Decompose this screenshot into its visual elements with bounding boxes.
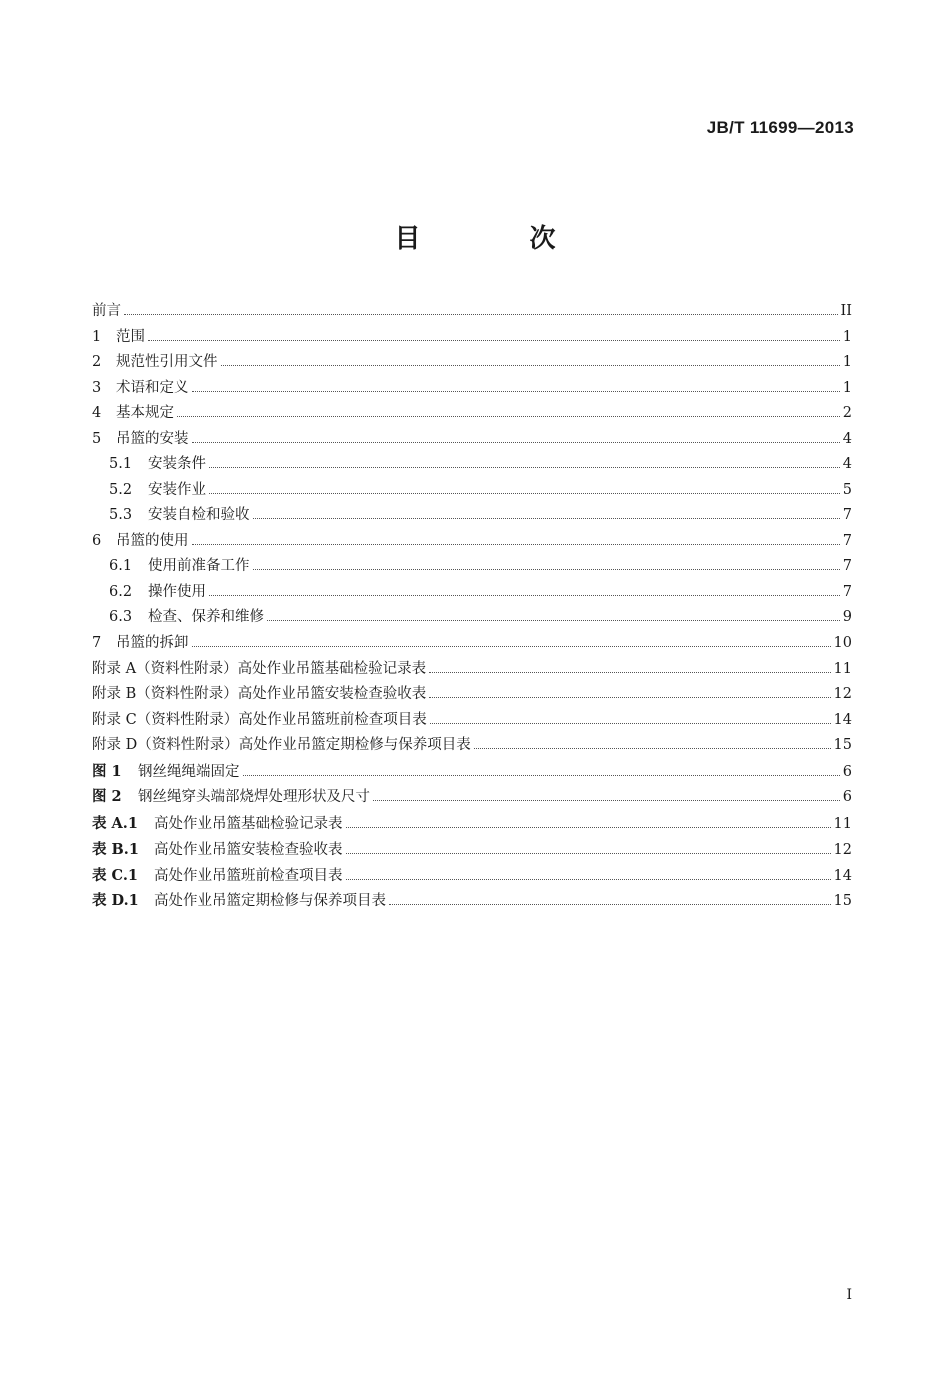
toc-leader-dots: [192, 391, 840, 392]
toc-entry-label: 附录 C（资料性附录）高处作业吊篮班前检查项目表: [92, 712, 427, 728]
toc-entry-page: 7: [842, 584, 852, 600]
toc-entry-page: 12: [833, 842, 852, 858]
toc-leader-dots: [221, 365, 840, 366]
toc-entry[interactable]: [92, 709, 852, 731]
toc-leader-dots: [267, 620, 840, 621]
toc-entry-number: 6: [92, 533, 102, 549]
toc-entry-label: 术语和定义: [116, 380, 189, 396]
toc-leader-dots: [429, 672, 830, 673]
toc-entry[interactable]: [92, 683, 852, 705]
toc-entry-label: 附录 B（资料性附录）高处作业吊篮安装检查验收表: [92, 686, 427, 702]
toc-entry-number: 4: [92, 405, 102, 421]
toc-entry-label: 基本规定: [116, 405, 174, 421]
toc-leader-dots: [192, 442, 840, 443]
toc-leader-dots: [346, 827, 831, 828]
toc-entry-page: 9: [842, 609, 852, 625]
toc-entry-label: 钢丝绳穿头端部烧焊处理形状及尺寸: [138, 789, 370, 805]
toc-entry-label: 高处作业吊篮班前检查项目表: [154, 868, 343, 884]
toc-entry[interactable]: [92, 351, 852, 373]
toc-entry[interactable]: [92, 865, 852, 887]
toc-leader-dots: [253, 569, 840, 570]
toc-leader-dots: [389, 904, 831, 905]
toc-entry-page: 5: [842, 482, 852, 498]
toc-entry-number: 表 B.1: [92, 841, 139, 858]
toc-entry-number: 图 1: [92, 763, 122, 780]
toc-entry[interactable]: [92, 504, 852, 526]
toc-leader-dots: [430, 723, 831, 724]
toc-entry-label: 前言: [92, 303, 121, 319]
toc-entry-label: 高处作业吊篮基础检验记录表: [154, 816, 343, 832]
toc-entry-page: 1: [842, 354, 852, 370]
toc-entry[interactable]: [92, 377, 852, 399]
toc-entry[interactable]: [92, 300, 852, 322]
toc-entry[interactable]: [92, 453, 852, 475]
toc-entry-page: II: [840, 303, 852, 319]
toc-entry[interactable]: [92, 581, 852, 603]
toc-entry[interactable]: [92, 479, 852, 501]
toc-entry-number: 表 A.1: [92, 815, 138, 832]
toc-entry-number: 5.1: [109, 456, 133, 472]
toc-entry-page: 6: [842, 764, 852, 780]
toc-entry[interactable]: [92, 402, 852, 424]
toc-entry-label: 吊篮的安装: [116, 431, 189, 447]
toc-entry-page: 12: [833, 686, 852, 702]
toc-entry[interactable]: [92, 326, 852, 348]
toc-entry[interactable]: [92, 428, 852, 450]
toc-entry-page: 15: [833, 737, 852, 753]
toc-entry-label: 附录 D（资料性附录）高处作业吊篮定期检修与保养项目表: [92, 737, 471, 753]
toc-entry-page: 1: [842, 329, 852, 345]
toc-entry-label: 吊篮的拆卸: [116, 635, 189, 651]
toc-entry-page: 2: [842, 405, 852, 421]
toc-entry-label: 安装作业: [148, 482, 206, 498]
toc-entry-number: 6.3: [109, 609, 133, 625]
toc-entry[interactable]: [92, 658, 852, 680]
toc-entry-number: 6.1: [109, 558, 133, 574]
toc-entry-label: 钢丝绳绳端固定: [138, 764, 240, 780]
toc-entry[interactable]: [92, 839, 852, 861]
toc-entry-label: 范围: [116, 329, 145, 345]
toc-leader-dots: [243, 775, 840, 776]
toc-entry-page: 4: [842, 456, 852, 472]
toc-entry[interactable]: [92, 606, 852, 628]
toc-leader-dots: [124, 314, 838, 315]
toc-entry[interactable]: [92, 530, 852, 552]
toc-leader-dots: [253, 518, 840, 519]
toc-entry-page: 14: [833, 712, 852, 728]
toc-entry[interactable]: [92, 813, 852, 835]
toc-entry-page: 10: [833, 635, 852, 651]
toc-leader-dots: [346, 853, 831, 854]
toc-entry[interactable]: [92, 761, 852, 783]
toc-leader-dots: [373, 800, 840, 801]
toc-entry-label: 吊篮的使用: [116, 533, 189, 549]
toc-entry-page: 7: [842, 558, 852, 574]
toc-leader-dots: [209, 595, 840, 596]
toc-entry-label: 操作使用: [148, 584, 206, 600]
toc-entry-label: 高处作业吊篮定期检修与保养项目表: [154, 893, 386, 909]
toc-entry-number: 表 C.1: [92, 867, 138, 884]
toc-entry-page: 4: [842, 431, 852, 447]
toc-entry-page: 1: [842, 380, 852, 396]
toc-entry-page: 7: [842, 533, 852, 549]
toc-entry-label: 安装自检和验收: [148, 507, 250, 523]
toc-entry-page: 7: [842, 507, 852, 523]
toc-entry[interactable]: [92, 890, 852, 912]
toc-entry-number: 1: [92, 329, 102, 345]
toc-entry-number: 表 D.1: [92, 892, 139, 909]
toc-entry-number: 7: [92, 635, 102, 651]
toc-entry-label: 安装条件: [148, 456, 206, 472]
toc-entry-page: 14: [833, 868, 852, 884]
toc-entry[interactable]: [92, 786, 852, 808]
page-title: 目 次: [394, 224, 606, 254]
toc-entry-number: 5: [92, 431, 102, 447]
toc-leader-dots: [346, 879, 831, 880]
toc-entry[interactable]: [92, 555, 852, 577]
toc-entry[interactable]: [92, 734, 852, 756]
toc-entry-label: 附录 A（资料性附录）高处作业吊篮基础检验记录表: [92, 661, 427, 677]
toc-entry-label: 使用前准备工作: [148, 558, 250, 574]
toc-entry-page: 11: [833, 816, 852, 832]
toc-entry-number: 5.3: [109, 507, 133, 523]
toc-leader-dots: [177, 416, 840, 417]
toc-entry-number: 图 2: [92, 788, 122, 805]
page-number: I: [846, 1287, 852, 1303]
toc-leader-dots: [474, 748, 831, 749]
toc-leader-dots: [192, 544, 840, 545]
toc-entry-label: 检查、保养和维修: [148, 609, 264, 625]
toc-entry-number: 5.2: [109, 482, 133, 498]
toc-entry-label: 高处作业吊篮安装检查验收表: [154, 842, 343, 858]
standard-code: JB/T 11699—2013: [706, 118, 854, 137]
toc-leader-dots: [209, 493, 840, 494]
toc-entry-page: 15: [833, 893, 852, 909]
toc-entry-page: 6: [842, 789, 852, 805]
toc-entry-number: 3: [92, 380, 102, 396]
toc-entry-page: 11: [833, 661, 852, 677]
toc-leader-dots: [148, 340, 840, 341]
toc-leader-dots: [192, 646, 831, 647]
toc-leader-dots: [209, 467, 840, 468]
toc-entry-number: 6.2: [109, 584, 133, 600]
toc-entry[interactable]: [92, 632, 852, 654]
toc-leader-dots: [429, 697, 830, 698]
toc-entry-label: 规范性引用文件: [116, 354, 218, 370]
toc-entry-number: 2: [92, 354, 102, 370]
